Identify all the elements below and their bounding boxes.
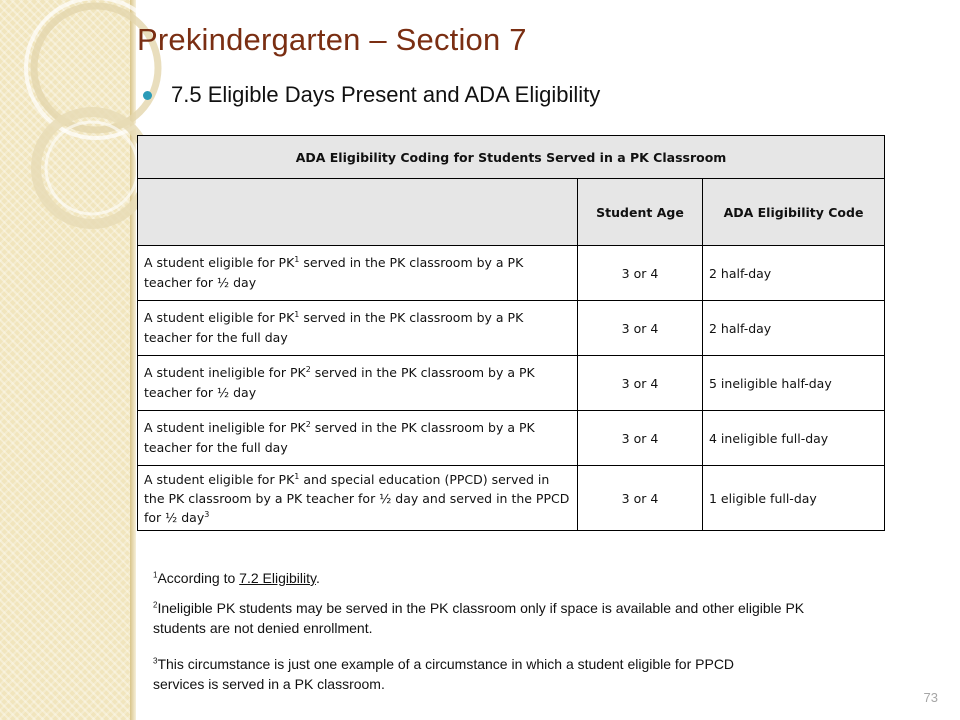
footnote-3: $^3$This circumstance is just one example of a circumstance in which a student eligible for PPCD services is served in a PK classroom. [153,656,735,692]
row-description: A student ineligible for $PK^2$ served in the PK classroom by a PK teacher for the full day [138,411,578,466]
row-description: A student ineligible for $PK^2$ served in the PK classroom by a PK teacher for ½ day [138,356,578,411]
row-ada-code: 2 half-day [703,246,885,301]
footnote-2: $^2$Ineligible PK students may be served in the PK classroom only if space is available and other eligible PK students are not denied enrollment. [153,600,805,636]
slide-title: Prekindergarten – Section 7 [137,22,527,57]
row-student-age: 3 or 4 [578,466,703,531]
table-title: ADA Eligibility Coding for Students Served in a PK Classroom [138,136,885,179]
row-student-age: 3 or 4 [578,246,703,301]
row-ada-code: 5 ineligible half-day [703,356,885,411]
row-student-age: 3 or 4 [578,301,703,356]
table-row [138,466,885,531]
table-header-row [138,179,885,246]
table-row [138,301,885,356]
row-ada-code: 2 half-day [703,301,885,356]
bullet-dot-icon [143,91,152,100]
row-student-age: 3 or 4 [578,411,703,466]
page-number: 73 [923,690,938,705]
bullet-item [143,82,600,108]
header-scenario [138,179,578,246]
row-ada-code: 4 ineligible full-day [703,411,885,466]
ada-eligibility-table [137,135,885,531]
row-description: A student eligible for $PK^1$ served in the PK classroom by a PK teacher for ½ day [138,246,578,301]
row-student-age: 3 or 4 [578,356,703,411]
header-ada-code: ADA Eligibility Code [703,179,885,246]
table-row [138,411,885,466]
table-row [138,356,885,411]
table-title-row [138,136,885,179]
row-description: A student eligible for $PK^1$ served in the PK classroom by a PK teacher for the full day [138,301,578,356]
row-description: A student eligible for $PK^1$ and special education (PPCD) served in the PK classroom by a PK teacher for ½ day and served in the PPCD for ½ day$^3$ [138,466,578,531]
table-row [138,246,885,301]
bullet-text: 7.5 Eligible Days Present and ADA Eligibility [171,82,601,107]
header-student-age: Student Age [578,179,703,246]
row-ada-code: 1 eligible full-day [703,466,885,531]
footnote-1: $^1$According to 7.2 Eligibility. [153,570,320,586]
eligibility-link[interactable]: 7.2 Eligibility [239,570,316,586]
